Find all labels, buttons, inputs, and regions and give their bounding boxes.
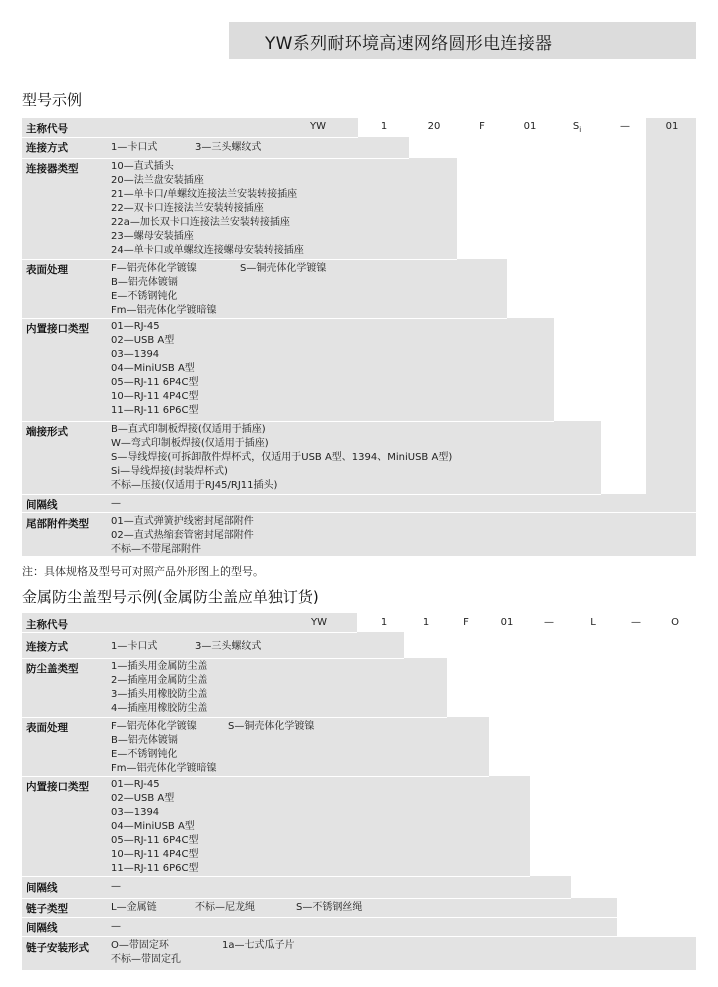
list-item: O—带固定环 bbox=[111, 940, 169, 951]
s1-surface-list bbox=[111, 276, 217, 318]
s2-code-cover: 1 bbox=[422, 617, 430, 628]
s1-code-ctype: 20 bbox=[427, 121, 441, 132]
s1-code-term: $S_i$ bbox=[572, 121, 582, 134]
s2-surface-label: 表面处理 bbox=[26, 722, 68, 734]
s2-code-chain: L bbox=[590, 617, 596, 628]
list-item: 01—RJ-45 bbox=[111, 321, 160, 332]
list-item: 01—RJ-45 bbox=[111, 779, 160, 790]
s1-note: 注：具体规格及型号可对照产品外形图上的型号。 bbox=[22, 565, 264, 578]
list-item: 11—RJ-11 6P6C型 bbox=[111, 863, 199, 874]
section1-title: 型号示例 bbox=[22, 91, 83, 109]
list-item: F—铝壳体化学镀镍 bbox=[111, 721, 197, 732]
page-title: YW系列耐环境高速网络圆形电连接器 bbox=[265, 34, 553, 54]
s2-cover-label: 防尘盖类型 bbox=[26, 663, 79, 675]
list-item: S—导线焊接(可拆卸散件焊杯式，仅适用于USB A型、1394、MiniUSB A型) bbox=[111, 452, 453, 463]
s2-code-sep1: — bbox=[544, 617, 554, 628]
header-banner bbox=[229, 22, 696, 59]
s1-sep-label: 间隔线 bbox=[26, 499, 58, 511]
list-item: Fm—铝壳体化学镀暗镍 bbox=[111, 305, 217, 316]
list-item: S—铜壳体化学镀镍 bbox=[228, 721, 315, 732]
s1-code-tail: 01 bbox=[665, 121, 679, 132]
list-item: 1a—七式瓜子片 bbox=[222, 940, 295, 951]
s2-sep2-label: 间隔线 bbox=[26, 922, 58, 934]
s1-connect-label: 连接方式 bbox=[26, 142, 68, 154]
s2-mount-label: 链子安装形式 bbox=[26, 942, 89, 954]
list-item: 05—RJ-11 6P4C型 bbox=[111, 377, 199, 388]
s1-term-list bbox=[111, 423, 452, 493]
list-item: 04—MiniUSB A型 bbox=[111, 821, 195, 832]
list-item: 不标—压接(仅适用于RJ45/RJ11插头) bbox=[111, 480, 278, 491]
list-item: 02—USB A型 bbox=[111, 793, 175, 804]
s2-code-connect: 1 bbox=[380, 617, 388, 628]
list-item: 10—RJ-11 4P4C型 bbox=[111, 849, 199, 860]
section2-title: 金属防尘盖型号示例(金属防尘盖应单独订货) bbox=[22, 588, 319, 606]
s2-connect-item: 3—三头螺纹式 bbox=[195, 641, 262, 652]
s1-code-yw: YW bbox=[310, 121, 326, 132]
list-item: E—不锈钢钝化 bbox=[111, 291, 178, 302]
s1-tail-list bbox=[111, 515, 254, 557]
list-item: 22—双卡口连接法兰安装转接插座 bbox=[111, 203, 264, 214]
s2-sep2-value: — bbox=[111, 921, 121, 932]
s2-chain-label: 链子类型 bbox=[26, 903, 68, 915]
list-item: 不标—带固定孔 bbox=[111, 954, 181, 965]
s1-sep-value: — bbox=[111, 498, 121, 509]
list-item: 22a—加长双卡口连接法兰安装转接插座 bbox=[111, 217, 290, 228]
list-item: 03—1394 bbox=[111, 807, 160, 818]
s1-iface-label: 内置接口类型 bbox=[26, 323, 89, 335]
s1-surface-label: 表面处理 bbox=[26, 264, 68, 276]
list-item: F—铝壳体化学镀镍 bbox=[111, 263, 197, 274]
list-item: 02—直式热缩套管密封尾部附件 bbox=[111, 530, 254, 541]
s2-code-sep2: — bbox=[631, 617, 641, 628]
list-item: 10—直式插头 bbox=[111, 161, 174, 172]
list-item: E—不锈钢钝化 bbox=[111, 749, 178, 760]
list-item: L—金属链 bbox=[111, 902, 157, 913]
list-item: B—直式印制板焊接(仅适用于插座) bbox=[111, 424, 266, 435]
list-item: 02—USB A型 bbox=[111, 335, 175, 346]
s1-term-label: 端接形式 bbox=[26, 426, 68, 438]
s2-code-iface: 01 bbox=[500, 617, 514, 628]
s2-main-code-label: 主称代号 bbox=[26, 619, 68, 631]
list-item: 21—单卡口/单螺纹连接法兰安装转接插座 bbox=[111, 189, 298, 200]
s2-sep1-value: — bbox=[111, 881, 121, 892]
s1-main-code-label: 主称代号 bbox=[26, 123, 68, 135]
s2-connect-label: 连接方式 bbox=[26, 641, 68, 653]
list-item: 24—单卡口或单螺纹连接螺母安装转接插座 bbox=[111, 245, 304, 256]
list-item: S—铜壳体化学镀镍 bbox=[240, 263, 327, 274]
list-item: B—铝壳体镀镉 bbox=[111, 735, 178, 746]
list-item: 23—螺母安装插座 bbox=[111, 231, 194, 242]
list-item: 不标—尼龙绳 bbox=[195, 902, 255, 913]
s2-sep1-label: 间隔线 bbox=[26, 882, 58, 894]
list-item: 1—插头用金属防尘盖 bbox=[111, 661, 208, 672]
list-item: 不标—不带尾部附件 bbox=[111, 544, 201, 555]
s1-connect-item: 3—三头螺纹式 bbox=[195, 142, 262, 153]
s2-code-yw: YW bbox=[311, 617, 327, 628]
list-item: 10—RJ-11 4P4C型 bbox=[111, 391, 199, 402]
s1-iface-list bbox=[111, 320, 199, 418]
list-item: 20—法兰盘安装插座 bbox=[111, 175, 204, 186]
list-item: 04—MiniUSB A型 bbox=[111, 363, 195, 374]
s1-tail-label: 尾部附件类型 bbox=[26, 518, 89, 530]
list-item: 05—RJ-11 6P4C型 bbox=[111, 835, 199, 846]
list-item: S—不锈钢丝绳 bbox=[296, 902, 363, 913]
s1-connect-item: 1—卡口式 bbox=[111, 142, 158, 153]
list-item: W—弯式印制板焊接(仅适用于插座) bbox=[111, 438, 269, 449]
s1-ctype-list bbox=[111, 160, 304, 258]
s2-connect-item: 1—卡口式 bbox=[111, 641, 158, 652]
list-item: 3—插头用橡胶防尘盖 bbox=[111, 689, 208, 700]
list-item: Fm—铝壳体化学镀暗镍 bbox=[111, 763, 217, 774]
list-item: 4—插座用橡胶防尘盖 bbox=[111, 703, 208, 714]
list-item: 01—直式弹簧护线密封尾部附件 bbox=[111, 516, 254, 527]
s1-ctype-label: 连接器类型 bbox=[26, 163, 79, 175]
s2-surface-list bbox=[111, 734, 217, 776]
s2-code-mount: O bbox=[671, 617, 679, 628]
list-item: 2—插座用金属防尘盖 bbox=[111, 675, 208, 686]
list-item: B—铝壳体镀镉 bbox=[111, 277, 178, 288]
s1-code-surface: F bbox=[479, 121, 485, 132]
list-item: 11—RJ-11 6P6C型 bbox=[111, 405, 199, 416]
s2-iface-label: 内置接口类型 bbox=[26, 781, 89, 793]
s2-cover-list bbox=[111, 660, 207, 716]
list-item: 03—1394 bbox=[111, 349, 160, 360]
s1-code-iface: 01 bbox=[523, 121, 537, 132]
list-item: Si—导线焊接(封装焊杯式) bbox=[111, 466, 228, 477]
s2-code-surface: F bbox=[463, 617, 469, 628]
s2-iface-list bbox=[111, 778, 199, 876]
s1-code-connect: 1 bbox=[380, 121, 388, 132]
s1-code-sep: — bbox=[620, 121, 630, 132]
